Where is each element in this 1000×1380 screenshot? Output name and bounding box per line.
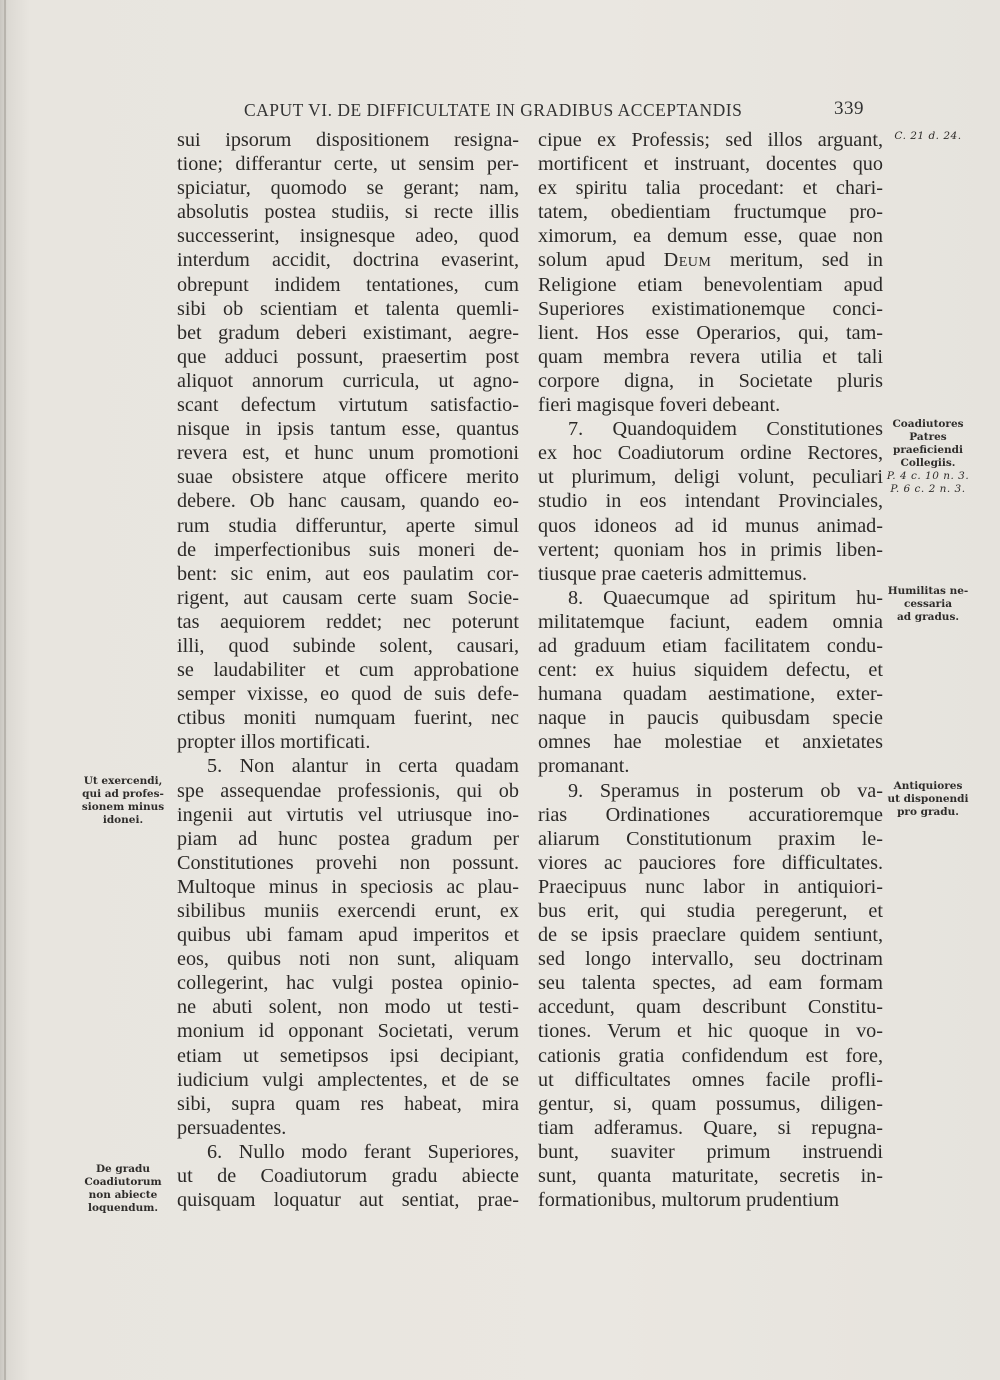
text-line: se laudabiliter et cum approbatione <box>177 659 519 682</box>
text-line: de imperfectionibus suis moneri de- <box>177 538 519 561</box>
text-line: rias Ordinationes accuratioremque <box>538 803 883 826</box>
text-line: etiam ut semetipsos ipsi decipiant, <box>177 1044 519 1067</box>
text-line: sibilibus muniis exercendi erunt, ex <box>177 900 519 922</box>
text-line: obrepunt indidem tentationes, cum <box>177 273 519 296</box>
text-line: 5. Non alantur in certa quadam <box>207 755 519 778</box>
text-line: ad graduum etiam facilitatem condu- <box>538 634 883 657</box>
right-text-column <box>538 128 883 1212</box>
text-line: cent: ex huius siquidem defectu, et <box>538 659 883 682</box>
text-fragment: meritum, sed in <box>711 249 883 272</box>
text-line: corpore digna, in Societate pluris <box>538 369 883 392</box>
text-line: Superiores existimationemque conci- <box>538 297 883 320</box>
text-line: formationibus, multorum prudentium <box>538 1189 840 1212</box>
text-line: successerint, insignesque adeo, quod <box>177 225 519 248</box>
text-line: revera est, et hunc unum promotioni <box>177 442 519 465</box>
text-line: viores ac pauciores fore difficultates. <box>538 851 883 874</box>
text-line: bus erit, qui studia peregerunt, et <box>538 900 883 922</box>
text-line: Praecipuus nunc labor in antiquiori- <box>538 875 883 898</box>
text-line: cipue ex Professis; sed illos arguant, <box>538 129 883 151</box>
text-line: piam ad hunc postea gradum per <box>177 827 519 850</box>
text-line: collegerint, hac vulgi postea opinio- <box>177 972 519 995</box>
running-header <box>244 98 864 126</box>
text-line: persuadentes. <box>177 1116 287 1139</box>
text-line: lient. Hos esse Operarios, qui, tam- <box>538 321 883 344</box>
text-line: sibi ob scientiam et talenta quemli- <box>177 297 519 320</box>
text-line: tas aequiorem reddet; nec poterunt <box>177 610 519 633</box>
page-gutter <box>4 0 6 1380</box>
margin-note-line: idonei. <box>102 814 144 826</box>
margin-note-line: ad gradus. <box>896 611 960 623</box>
text-line: sui ipsorum dispositionem resigna- <box>177 129 519 151</box>
margin-note-line: sionem minus <box>81 801 165 813</box>
text-line: tatem, obedientiam fructumque pro- <box>538 201 883 224</box>
margin-note-line: Antiquiores <box>893 780 963 792</box>
text-line: ut de Coadiutorum gradu abiecte <box>177 1165 519 1188</box>
text-line: vertent; quoniam hos in primis liben- <box>538 538 883 561</box>
margin-citation-text: P. 6 c. 2 n. 3. <box>890 483 966 495</box>
text-line: humana quadam aestimatione, exter- <box>538 683 883 706</box>
text-line: spe assequendae professionis, qui ob <box>177 779 519 802</box>
text-line: quos idoneos ad id munus animad- <box>538 514 883 537</box>
text-line: 7. Quandoquidem Constitutiones <box>568 418 883 441</box>
margin-note-coadiutores <box>878 418 978 496</box>
text-line: tiones. Verum et hic quoque in vo- <box>538 1020 883 1043</box>
margin-note-line: non abiecte <box>88 1189 158 1201</box>
margin-note-line: cessaria <box>903 598 953 610</box>
margin-note-line: Coadiutores <box>892 418 964 430</box>
margin-note-line: Patres <box>909 431 947 443</box>
text-line: semper vixisse, eo quod de suis defe- <box>177 683 519 706</box>
text-line: Constitutiones provehi non possunt. <box>177 851 519 874</box>
text-line: tiam adferamus. Quare, si repugna- <box>538 1116 883 1139</box>
text-line: illi, quod subinde solent, causari, <box>177 634 519 657</box>
margin-note-line: loquendum. <box>87 1202 159 1214</box>
text-line: quibus ubi famam apud imperitos et <box>177 924 519 947</box>
margin-note-ut-exercendi <box>70 775 176 827</box>
text-line: accedunt, quam describunt Constitu- <box>538 996 883 1019</box>
text-line: eos, quibus noti non sunt, aliquam <box>177 948 519 971</box>
text-line: ex spiritu talia procedant: et chari- <box>538 177 883 200</box>
text-line: studio in eos intendant Provinciales, <box>538 490 883 513</box>
margin-note-de-gradu <box>70 1163 176 1215</box>
text-line: bunt, suaviter primum instruendi <box>538 1140 883 1163</box>
text-line: sed longo intervallo, seu doctrinam <box>538 948 883 971</box>
text-line: bet gradum deberi existimant, aegre- <box>177 321 519 344</box>
margin-note-line: Collegiis. <box>900 457 956 469</box>
margin-note-line: pro gradu. <box>897 806 959 818</box>
margin-note-line: ut disponendi <box>887 793 969 805</box>
margin-note-line: praeficiendi <box>892 444 964 456</box>
margin-note-line: Humilitas ne- <box>887 585 969 597</box>
margin-note-line: De gradu <box>95 1163 151 1175</box>
margin-citation-text: P. 4 c. 10 n. 3. <box>886 470 970 482</box>
text-line: spiciatur, quomodo se gerant; nam, <box>177 177 519 200</box>
margin-note-line: Coadiutorum <box>84 1176 162 1188</box>
text-line: ximorum, ea demum esse, quae non <box>538 225 883 248</box>
text-line: interdum accidit, doctrina evaserint, <box>177 249 519 272</box>
text-line: de se ipsis praeclare quidem sentiunt, <box>538 924 883 947</box>
text-line: suae obsistere atque officere merito <box>177 466 519 489</box>
text-line: gentur, si, quam possumus, diligen- <box>538 1092 883 1115</box>
text-line: 9. Speramus in posterum ob va- <box>568 779 883 802</box>
text-line: propter illos mortificati. <box>177 731 371 754</box>
text-line: 6. Nullo modo ferant Superiores, <box>207 1140 519 1163</box>
text-line: aliarum Constitutionum praxim le- <box>538 827 883 850</box>
text-line: militatemque faciunt, eadem omnia <box>538 610 883 633</box>
text-line: rum studia differuntur, aperte simul <box>177 514 519 537</box>
text-line: absolutis postea studiis, si recte illis <box>177 201 519 224</box>
text-line: promanant. <box>538 755 630 778</box>
text-line: tiusque prae caeteris admittemus. <box>538 562 808 585</box>
text-fragment: solum apud <box>538 249 664 272</box>
text-line: debere. Ob hanc causam, quando eo- <box>177 490 519 513</box>
text-line: bent: sic enim, aut eos paulatim cor- <box>177 562 519 585</box>
text-line: Religione etiam benevolentiam apud <box>538 273 883 296</box>
text-line: 8. Quaecumque ad spiritum hu- <box>568 586 883 609</box>
text-line: nisque in ipsis tantum esse, quantus <box>177 418 519 441</box>
margin-citation-text: C. 21 d. 24. <box>894 130 962 142</box>
page-number: 339 <box>834 98 864 119</box>
margin-note-line: qui ad profes- <box>82 788 164 800</box>
text-line: aliquot annorum curricula, ut agno- <box>177 369 519 392</box>
text-line: quisquam loquatur aut sentiat, prae- <box>177 1189 519 1212</box>
small-caps-word: Deum <box>663 249 712 272</box>
text-line: quam membra revera utilia et tali <box>538 345 883 368</box>
text-line: ex hoc Coadiutorum ordine Rectores, <box>538 442 883 465</box>
text-line: monium id opponant Societati, verum <box>177 1020 519 1043</box>
text-line: ut plurimum, deligi volunt, peculiari <box>538 466 883 489</box>
text-line: sunt, quanta maturitate, secretis in- <box>538 1165 883 1188</box>
running-title: CAPUT VI. DE DIFFICULTATE IN GRADIBUS ACCEPTANDIS <box>244 100 743 120</box>
margin-citation-top <box>878 130 978 143</box>
text-line: cationis gratia confidendum est fore, <box>538 1044 883 1067</box>
text-line: ne abuti solent, non modo ut testi- <box>177 996 519 1019</box>
text-line: tione; differantur certe, ut sensim per- <box>177 153 519 176</box>
text-line: Multoque minus in speciosis ac plau- <box>177 875 519 898</box>
margin-note-line: Ut exercendi, <box>83 775 163 787</box>
text-line: mortificent et instruant, docentes quo <box>538 153 883 176</box>
text-line <box>538 248 883 272</box>
text-line: rigent, aut causam certe suam Socie- <box>177 586 519 609</box>
text-line: omnes hae molestiae et anxietates <box>538 731 883 754</box>
margin-note-humilitas <box>878 585 978 624</box>
text-line: sibi, supra quam res habeat, mira <box>177 1092 519 1115</box>
text-line: scant defectum virtutum satisfactio- <box>177 394 519 417</box>
text-line: seu talenta spectes, ad eam formam <box>538 972 883 995</box>
text-line: que adduci possunt, praesertim post <box>177 345 519 368</box>
text-line: naque in paucis quibusdam specie <box>538 707 883 730</box>
text-line: ingenii aut virtutis vel utriusque ino- <box>177 803 519 826</box>
text-line: ut difficultates omnes facile profli- <box>538 1068 883 1091</box>
text-line: fieri magisque foveri debeant. <box>538 394 781 417</box>
text-line: ctibus moniti numquam fuerint, nec <box>177 707 519 730</box>
text-line: iudicium vulgi amplectentes, et de se <box>177 1068 519 1091</box>
left-text-column <box>177 128 519 1212</box>
margin-note-antiquiores <box>878 780 978 819</box>
